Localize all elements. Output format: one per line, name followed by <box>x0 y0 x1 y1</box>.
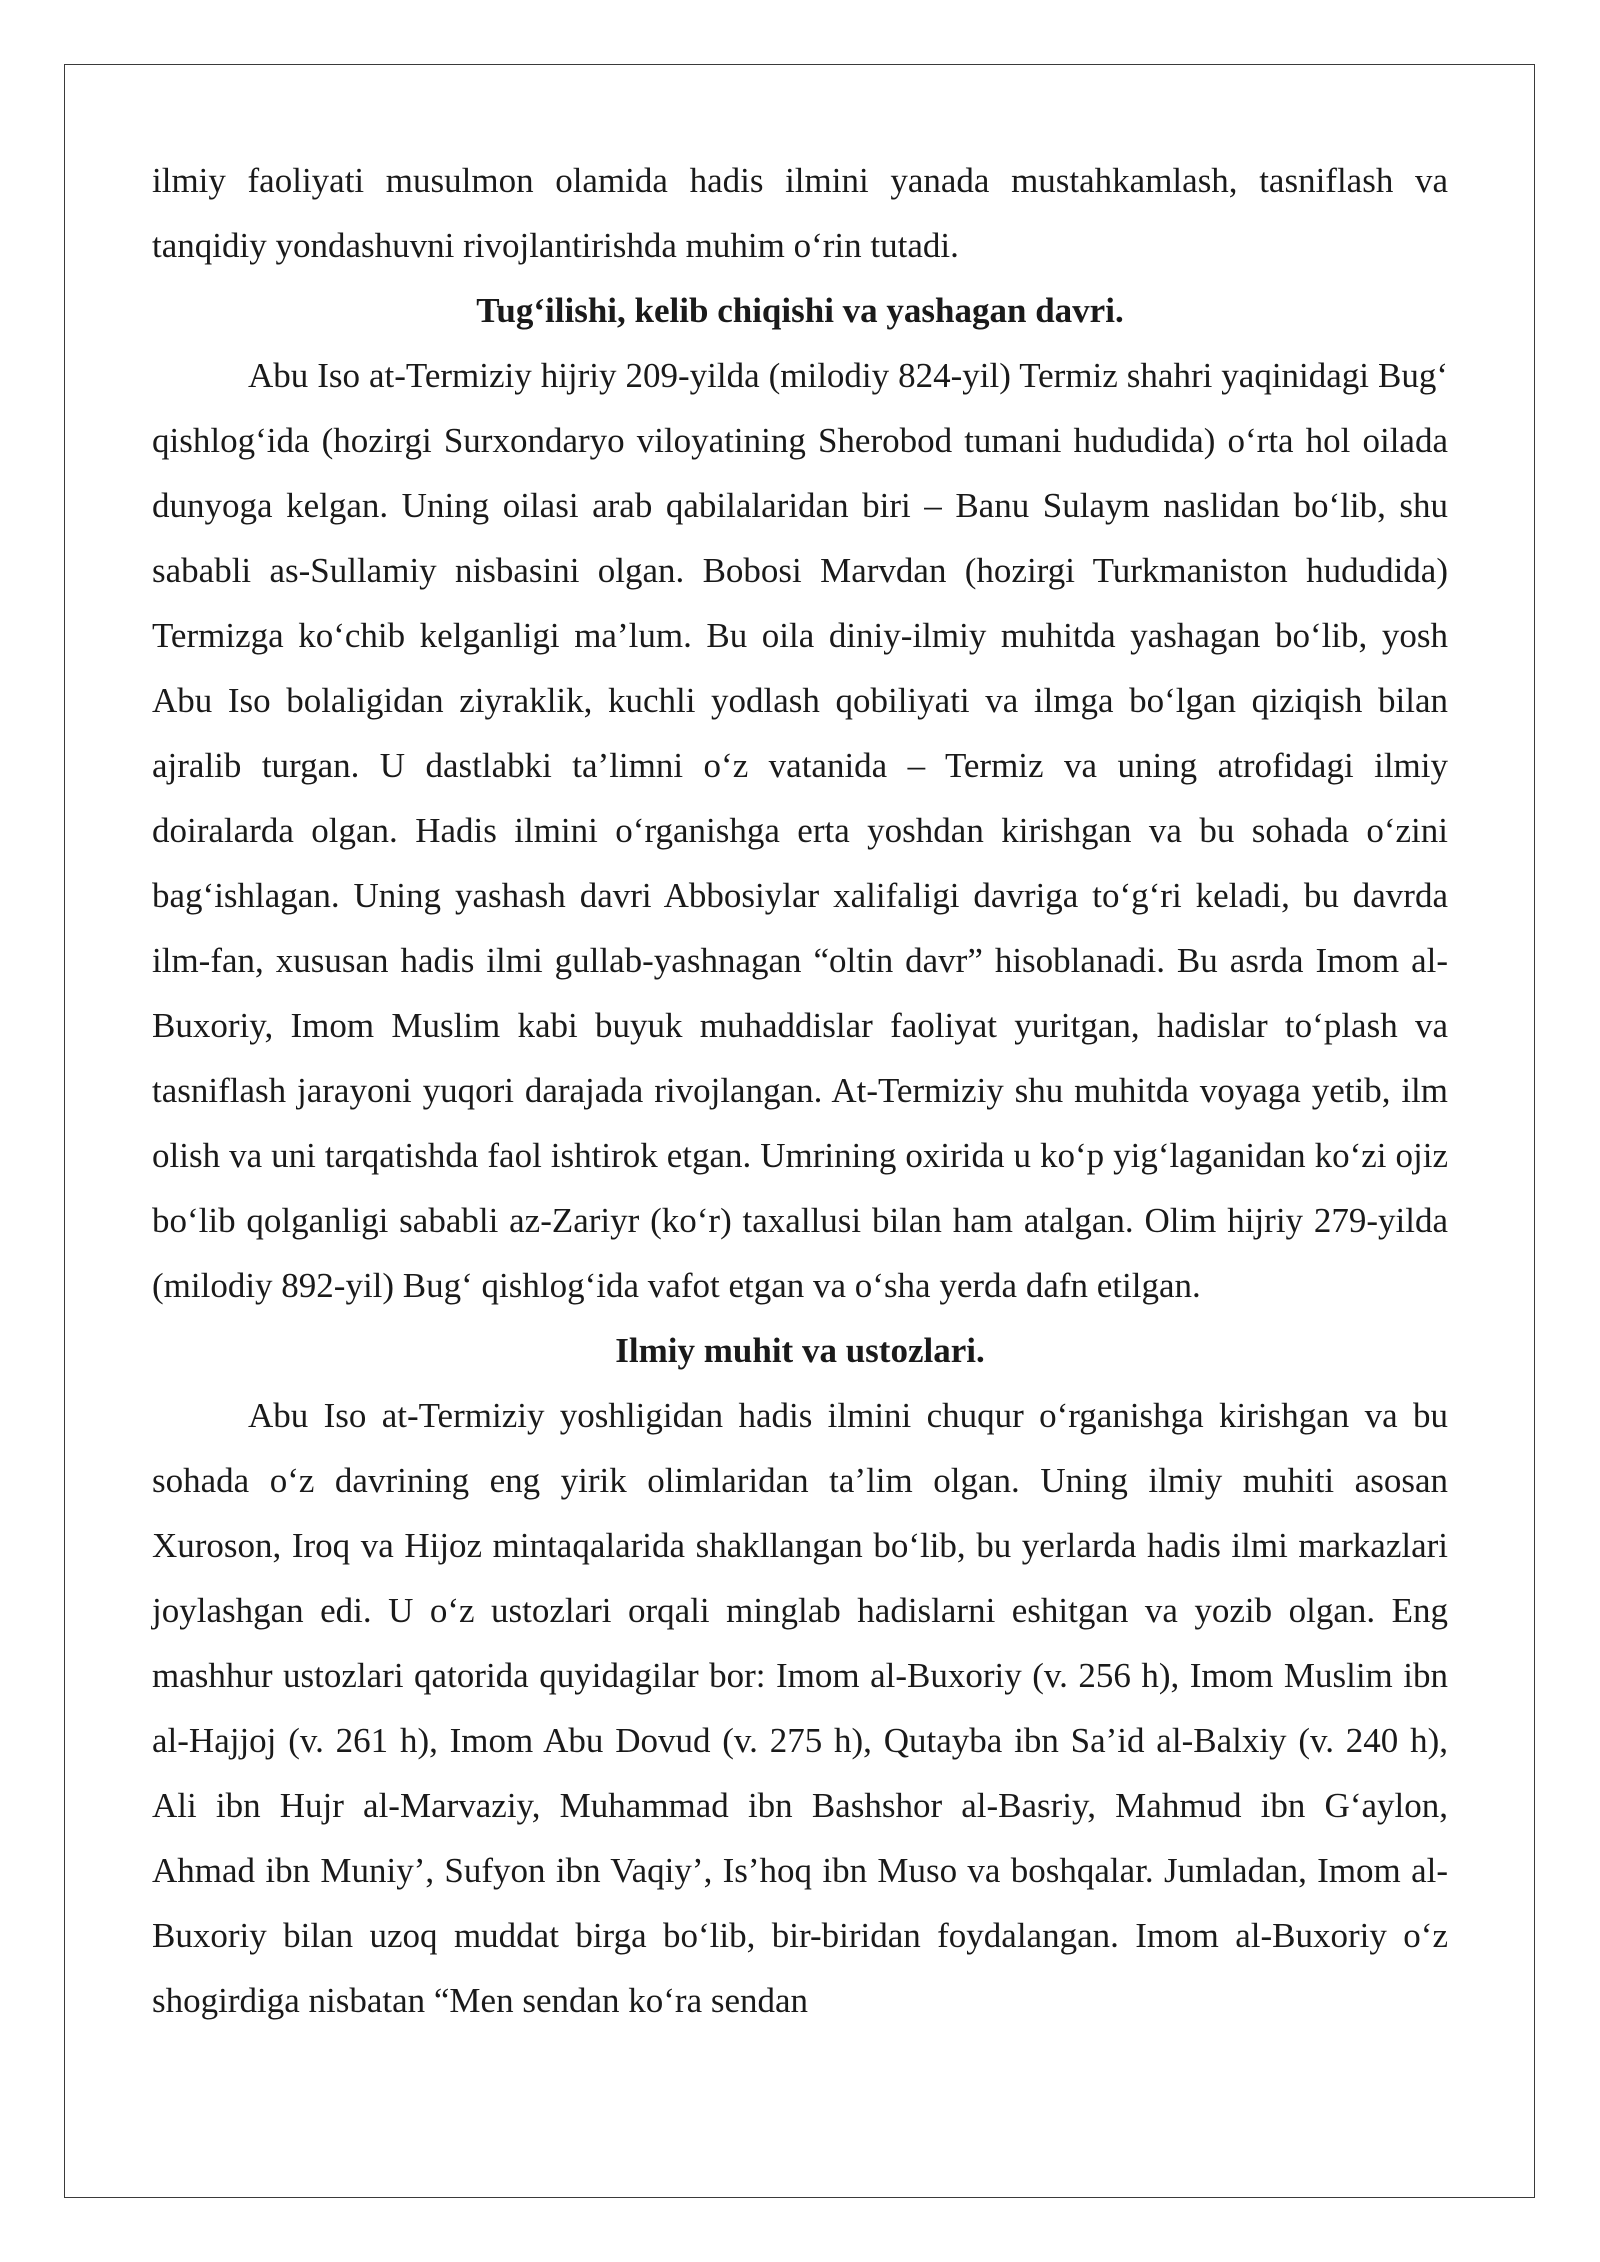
section-heading-scholarly-environment: Ilmiy muhit va ustozlari. <box>615 1331 985 1370</box>
document-body <box>152 148 1448 2033</box>
section-heading-birth: Tug‘ilishi, kelib chiqishi va yashagan davri. <box>476 291 1124 330</box>
intro-paragraph: ilmiy faoliyati musulmon olamida hadis ilmini yanada mustahkamlash, tasniflash va tanqidiy yondashuvni rivojlantirishda muhim o‘rin tutadi. <box>152 161 1448 265</box>
birth-paragraph: Abu Iso at-Termiziy hijriy 209-yilda (milodiy 824-yil) Termiz shahri yaqinidagi Bug‘ qishlog‘ida (hozirgi Surxondaryo viloyatining Sherobod tumani hududida) o‘rta hol oilada dunyoga kelgan. Uning oilasi arab qabilalaridan biri – Banu Sulaym naslidan bo‘lib, shu sababli as-Sullamiy nisbasini olgan. Bobosi Marvdan (hozirgi Turkmaniston hududida) Termizga ko‘chib kelganligi ma’lum. Bu oila diniy-ilmiy muhitda yashagan bo‘lib, yosh Abu Iso bolaligidan ziyraklik, kuchli yodlash qobiliyati va ilmga bo‘lgan qiziqish bilan ajralib turgan. U dastlabki ta’limni o‘z vatanida – Termiz va uning atrofidagi ilmiy doiralarda olgan. Hadis ilmini o‘rganishga erta yoshdan kirishgan va bu sohada o‘zini bag‘ishlagan. Uning yashash davri Abbosiylar xalifaligi davriga to‘g‘ri keladi, bu davrda ilm-fan, xususan hadis ilmi gullab-yashnagan “oltin davr” hisoblanadi. Bu asrda Imom al-Buxoriy, Imom Muslim kabi buyuk muhaddislar faoliyat yuritgan, hadislar to‘plash va tasniflash jarayoni yuqori darajada rivojlangan. At-Termiziy shu muhitda voyaga yetib, ilm olish va uni tarqatishda faol ishtirok etgan. Umrining oxirida u ko‘p yig‘laganidan ko‘zi ojiz bo‘lib qolganligi sababli az-Zariyr (ko‘r) taxallusi bilan ham atalgan. Olim hijriy 279-yilda (milodiy 892-yil) Bug‘ qishlog‘ida vafot etgan va o‘sha yerda dafn etilgan. <box>152 356 1448 1305</box>
scholarly-environment-paragraph: Abu Iso at-Termiziy yoshligidan hadis ilmini chuqur o‘rganishga kirishgan va bu sohada o‘z davrining eng yirik olimlaridan ta’lim olgan. Uning ilmiy muhiti asosan Xuroson, Iroq va Hijoz mintaqalarida shakllangan bo‘lib, bu yerlarda hadis ilmi markazlari joylashgan edi. U o‘z ustozlari orqali minglab hadislarni eshitgan va yozib olgan. Eng mashhur ustozlari qatorida quyidagilar bor: Imom al-Buxoriy (v. 256 h), Imom Muslim ibn al-Hajjoj (v. 261 h), Imom Abu Dovud (v. 275 h), Qutayba ibn Sa’id al-Balxiy (v. 240 h), Ali ibn Hujr al-Marvaziy, Muhammad ibn Bashshor al-Basriy, Mahmud ibn G‘aylon, Ahmad ibn Muniy’, Sufyon ibn Vaqiy’, Is’hoq ibn Muso va boshqalar. Jumladan, Imom al-Buxoriy bilan uzoq muddat birga bo‘lib, bir-biridan foydalangan. Imom al-Buxoriy o‘z shogirdiga nisbatan “Men sendan ko‘ra sendan <box>152 1396 1448 2020</box>
